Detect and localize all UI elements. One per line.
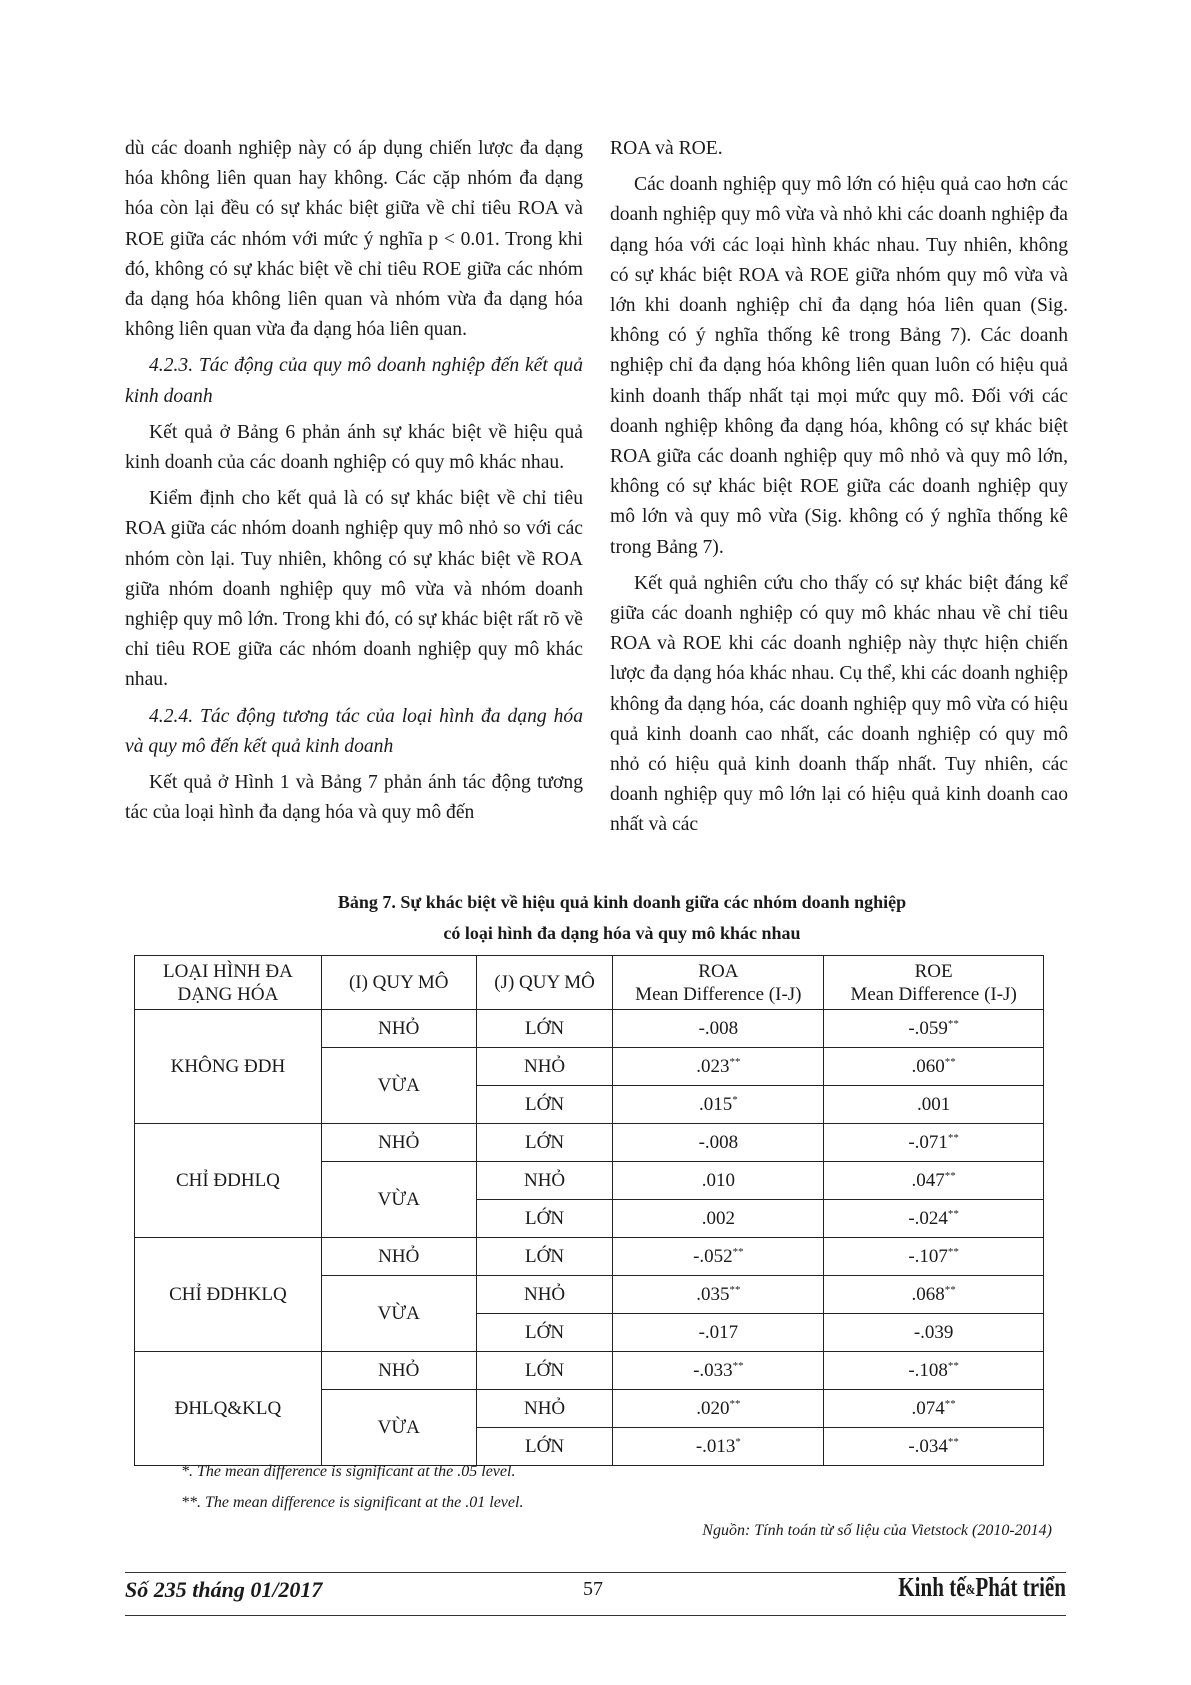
roe-cell-value: .047	[911, 1170, 945, 1191]
roa-cell	[613, 1352, 824, 1390]
j-size-cell: NHỎ	[476, 1048, 613, 1086]
roe-cell-significance: **	[947, 1360, 959, 1372]
roa-cell	[613, 1276, 824, 1314]
diversification-type-cell: KHÔNG ĐDH	[135, 1010, 322, 1124]
roa-cell	[613, 1314, 824, 1352]
roa-cell-value: .015	[698, 1094, 733, 1115]
roa-cell	[613, 1162, 824, 1200]
roe-cell	[824, 1428, 1044, 1466]
diversification-type-cell: CHỈ ĐDHLQ	[135, 1124, 322, 1238]
header-roe: ROE Mean Difference (I-J)	[824, 956, 1044, 1010]
roa-cell-value: .023	[696, 1056, 730, 1077]
section-heading-4-2-3: 4.2.3. Tác động của quy mô doanh nghiệp đến kết quả kinh doanh	[125, 355, 583, 407]
table-header-row	[135, 956, 1044, 1010]
roe-cell-value: -.039	[913, 1322, 954, 1343]
left-column	[125, 134, 583, 834]
roe-cell-value: -.108	[908, 1360, 948, 1381]
roa-cell-value: .010	[701, 1170, 735, 1191]
roe-cell-significance: **	[947, 1132, 959, 1144]
roe-cell	[824, 1390, 1044, 1428]
j-size-cell: LỚN	[476, 1010, 613, 1048]
i-size-cell: NHỎ	[321, 1238, 476, 1276]
roa-cell-significance: **	[732, 1246, 744, 1258]
roe-cell-value: -.107	[908, 1246, 948, 1267]
roe-cell	[824, 1162, 1044, 1200]
j-size-cell: LỚN	[476, 1086, 613, 1124]
i-size-cell: NHỎ	[321, 1010, 476, 1048]
roe-cell-significance: **	[947, 1436, 959, 1448]
table-caption: Bảng 7. Sự khác biệt về hiệu quả kinh doanh giữa các nhóm doanh nghiệp	[337, 892, 907, 912]
roa-cell-value: -.013	[695, 1436, 736, 1457]
roe-cell-significance: **	[947, 1208, 959, 1220]
paragraph: Kết quả nghiên cứu cho thấy có sự khác biệt đáng kể giữa các doanh nghiệp có quy mô khác nhau về chỉ tiêu ROA và ROE khi các doanh nghiệp này thực hiện chiến lược đa dạng hóa khác nhau. Cụ thể, khi các doanh nghiệp không đa dạng hóa, các doanh nghiệp quy mô vừa có hiệu quả kinh doanh cao nhất, các doanh nghiệp có quy mô nhỏ có hiệu quả kinh doanh thấp nhất. Tuy nhiên, các doanh nghiệp quy mô lớn lại có hiệu quả kinh doanh cao nhất và các	[610, 572, 1068, 836]
journal-logo: Kinh tế&Phát triển	[898, 1572, 1066, 1602]
roe-cell	[824, 1352, 1044, 1390]
roa-cell	[613, 1200, 824, 1238]
table-row	[135, 1010, 1044, 1048]
roe-cell-value: .060	[911, 1056, 945, 1077]
table-row	[135, 1238, 1044, 1276]
roa-cell-significance: **	[729, 1056, 741, 1068]
paragraph: Kết quả ở Hình 1 và Bảng 7 phản ánh tác động tương tác của loại hình đa dạng hóa và quy mô đến	[125, 772, 583, 824]
paragraph: dù các doanh nghiệp này có áp dụng chiến lược đa dạng hóa không liên quan hay không. Các cặp nhóm đa dạng hóa còn lại đều có sự khác biệt giữa về chỉ tiêu ROA và ROE giữa các nhóm với mức ý nghĩa p < 0.01. Trong khi đó, không có sự khác biệt về chỉ tiêu ROE giữa các nhóm đa dạng hóa không liên quan và nhóm vừa đa dạng hóa không liên quan vừa đa dạng hóa liên quan.	[125, 138, 583, 341]
j-size-cell: LỚN	[476, 1352, 613, 1390]
j-size-cell: LỚN	[476, 1428, 613, 1466]
roa-cell-value: -.052	[693, 1246, 733, 1267]
right-column	[610, 134, 1068, 847]
i-size-cell: NHỎ	[321, 1124, 476, 1162]
paragraph: Các doanh nghiệp quy mô lớn có hiệu quả cao hơn các doanh nghiệp quy mô vừa và nhỏ khi các doanh nghiệp đa dạng hóa với các loại hình khác nhau. Tuy nhiên, không có sự khác biệt ROA và ROE giữa nhóm quy mô vừa và lớn khi doanh nghiệp chỉ đa dạng hóa liên quan (Sig. không có ý nghĩa thống kê trong Bảng 7). Các doanh nghiệp chỉ đa dạng hóa không liên quan luôn có hiệu quả kinh doanh thấp nhất tại mọi mức quy mô. Đối với các doanh nghiệp không đa dạng hóa, không có sự khác biệt ROA giữa các doanh nghiệp quy mô nhỏ và quy mô lớn, không có sự khác biệt ROE giữa các doanh nghiệp quy mô lớn và quy mô vừa (Sig. không có ý nghĩa thống kê trong Bảng 7).	[610, 174, 1068, 558]
table-note-05: *. The mean difference is significant at the .05 level.	[181, 1463, 516, 1480]
diversification-type-cell: CHỈ ĐDHKLQ	[135, 1238, 322, 1352]
roe-cell-value: -.024	[908, 1208, 948, 1229]
roe-cell-value: -.071	[908, 1132, 948, 1153]
roa-cell-significance: **	[732, 1360, 744, 1372]
roa-cell	[613, 1086, 824, 1124]
paragraph: Kiểm định cho kết quả là có sự khác biệt về chỉ tiêu ROA giữa các nhóm doanh nghiệp quy mô nhỏ so với các nhóm còn lại. Tuy nhiên, không có sự khác biệt về ROA giữa nhóm doanh nghiệp quy mô vừa và nhóm doanh nghiệp quy mô lớn. Trong khi đó, có sự khác biệt rất rõ về chỉ tiêu ROE giữa các nhóm doanh nghiệp quy mô khác nhau.	[125, 488, 583, 691]
roe-cell	[824, 1314, 1044, 1352]
i-size-cell: VỪA	[321, 1048, 476, 1124]
roe-cell	[824, 1086, 1044, 1124]
roa-cell-value: -.033	[693, 1360, 733, 1381]
header-j-size: (J) QUY MÔ	[476, 956, 613, 1010]
j-size-cell: NHỎ	[476, 1276, 613, 1314]
roa-cell	[613, 1010, 824, 1048]
roa-cell-value: -.008	[698, 1018, 739, 1039]
table-source: Nguồn: Tính toán từ số liệu của Vietstock (2010-2014)	[702, 1522, 1052, 1539]
roe-cell-significance: **	[947, 1246, 959, 1258]
paragraph: Kết quả ở Bảng 6 phản ánh sự khác biệt về hiệu quả kinh doanh của các doanh nghiệp có quy mô khác nhau.	[125, 421, 583, 474]
roe-cell	[824, 1124, 1044, 1162]
j-size-cell: LỚN	[476, 1314, 613, 1352]
j-size-cell: NHỎ	[476, 1162, 613, 1200]
roa-cell-significance: **	[729, 1284, 741, 1296]
paragraph: ROA và ROE.	[610, 138, 723, 159]
roa-cell-significance: *	[732, 1094, 738, 1106]
roe-cell-significance: **	[944, 1284, 956, 1296]
i-size-cell: VỪA	[321, 1162, 476, 1238]
roe-cell-value: .068	[911, 1284, 945, 1305]
table-caption-line2: có loại hình đa dạng hóa và quy mô khác nhau	[443, 923, 801, 943]
footer-rule-bottom	[125, 1615, 1066, 1616]
page-number: 57	[583, 1578, 603, 1600]
roa-cell	[613, 1390, 824, 1428]
table-row	[135, 1124, 1044, 1162]
roa-cell	[613, 1238, 824, 1276]
roe-cell-value: -.059	[908, 1018, 948, 1039]
roa-cell-value: .035	[696, 1284, 730, 1305]
roe-cell	[824, 1276, 1044, 1314]
i-size-cell: VỪA	[321, 1276, 476, 1352]
roe-cell	[824, 1048, 1044, 1086]
roa-cell-significance: *	[735, 1436, 741, 1448]
roa-cell	[613, 1428, 824, 1466]
section-heading-4-2-4: 4.2.4. Tác động tương tác của loại hình đa dạng hóa và quy mô đến kết quả kinh doanh	[125, 705, 583, 757]
roe-cell-significance: **	[944, 1056, 956, 1068]
i-size-cell: VỪA	[321, 1390, 476, 1466]
header-i-size: (I) QUY MÔ	[321, 956, 476, 1010]
roe-cell	[824, 1238, 1044, 1276]
roe-cell	[824, 1010, 1044, 1048]
diversification-type-cell: ĐHLQ&KLQ	[135, 1352, 322, 1466]
roa-cell-value: -.008	[698, 1132, 739, 1153]
i-size-cell: NHỎ	[321, 1352, 476, 1390]
header-roa: ROA Mean Difference (I-J)	[613, 956, 824, 1010]
results-table	[134, 955, 1044, 1466]
roe-cell-value: -.034	[908, 1436, 948, 1457]
roa-cell-significance: **	[729, 1398, 741, 1410]
roe-cell-significance: **	[944, 1170, 956, 1182]
roa-cell	[613, 1048, 824, 1086]
roe-cell-value: .001	[916, 1094, 951, 1115]
j-size-cell: LỚN	[476, 1238, 613, 1276]
j-size-cell: NHỎ	[476, 1390, 613, 1428]
roe-cell-significance: **	[944, 1398, 956, 1410]
table-note-01: **. The mean difference is significant at the .01 level.	[181, 1494, 524, 1511]
roa-cell-value: -.017	[698, 1322, 739, 1343]
roe-cell-significance: **	[947, 1018, 959, 1030]
issue-label: Số 235 tháng 01/2017	[125, 1577, 323, 1602]
table-row	[135, 1352, 1044, 1390]
j-size-cell: LỚN	[476, 1200, 613, 1238]
roe-cell	[824, 1200, 1044, 1238]
roa-cell	[613, 1124, 824, 1162]
roa-cell-value: .002	[701, 1208, 735, 1229]
j-size-cell: LỚN	[476, 1124, 613, 1162]
header-diversification-type: LOẠI HÌNH ĐA DẠNG HÓA	[135, 956, 322, 1010]
roe-cell-value: .074	[911, 1398, 945, 1419]
roa-cell-value: .020	[696, 1398, 730, 1419]
